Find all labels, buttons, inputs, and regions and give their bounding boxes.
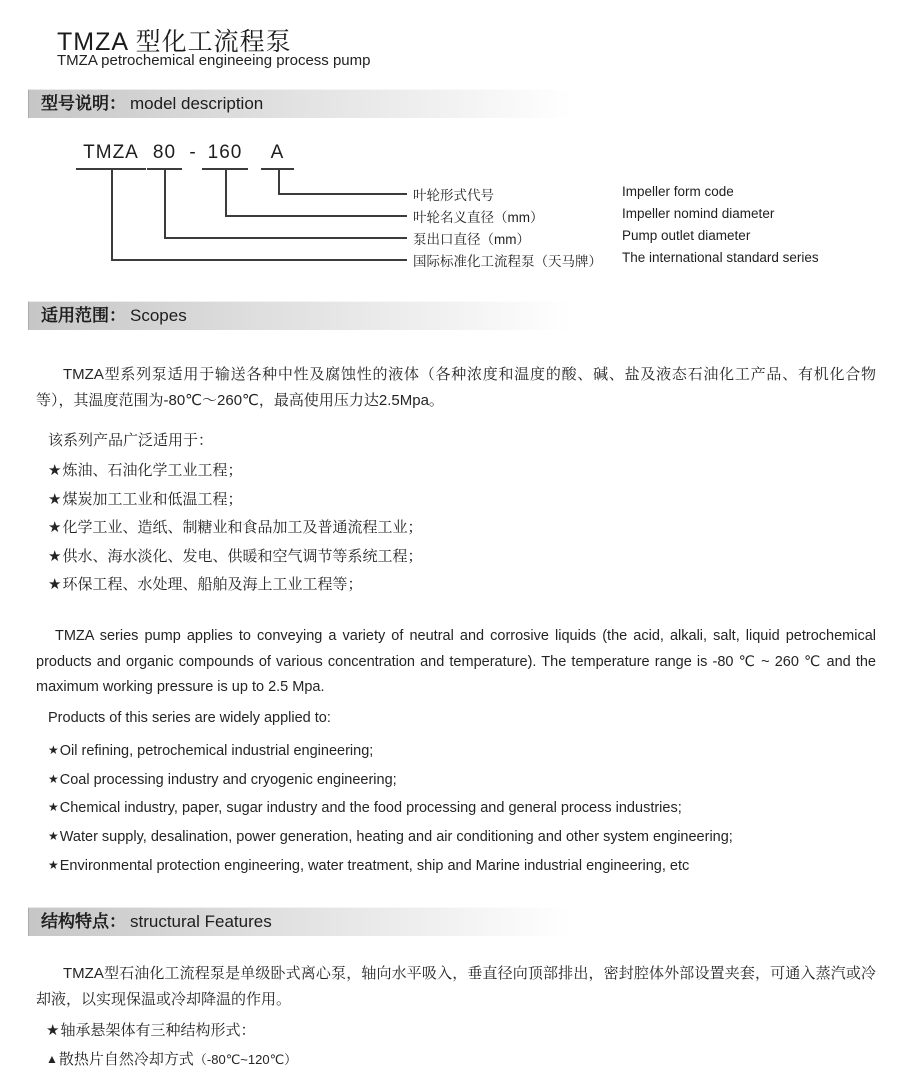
section-header-model-zh: 型号说明： bbox=[41, 94, 126, 113]
star-icon: ★ bbox=[48, 490, 62, 508]
star-icon: ★ bbox=[48, 519, 62, 536]
list-item-text: Oil refining, petrochemical industrial engineering; bbox=[59, 743, 374, 759]
features-bullet-triangle-temp: （-80℃~120℃） bbox=[193, 1052, 298, 1067]
connector-line-series bbox=[111, 168, 407, 261]
page-title-zh: TMZA 型化工流程泵 bbox=[57, 28, 292, 56]
section-header-scopes bbox=[28, 301, 595, 330]
page-title-en: TMZA petrochemical engineeing process pump bbox=[57, 52, 371, 69]
scopes-paragraph-zh: TMZA型系列泵适用于输送各种中性及腐蚀性的液体（各种浓度和温度的酸、碱、盐及液态石油化工产品、有机化合物等），其温度范围为-80℃～260℃，最高使用压力达2.5Mpa。 bbox=[36, 366, 876, 409]
list-item bbox=[48, 858, 733, 887]
scopes-list-intro-en: Products of this series are widely applied to: bbox=[48, 710, 331, 726]
model-code-form: A bbox=[261, 142, 294, 170]
list-item bbox=[48, 743, 733, 772]
list-item bbox=[48, 573, 422, 602]
features-paragraph-zh: TMZA型石油化工流程泵是单级卧式离心泵，轴向水平吸入，垂直径向顶部排出，密封腔体外部设置夹套，可通入蒸汽或冷却液，以实现保温或冷却降温的作用。 bbox=[36, 965, 876, 1008]
star-icon: ★ bbox=[48, 547, 62, 565]
scopes-list-en bbox=[48, 743, 733, 886]
section-header-model bbox=[28, 89, 595, 118]
star-icon: ★ bbox=[48, 743, 59, 757]
star-icon: ★ bbox=[48, 800, 59, 815]
model-code-dash: - bbox=[189, 142, 197, 163]
model-code-outlet: 80 bbox=[147, 142, 182, 170]
section-header-scopes-en: Scopes bbox=[130, 306, 187, 325]
section-header-features-zh: 结构特点： bbox=[41, 912, 126, 931]
diagram-label-zh: 叶轮形式代号 bbox=[413, 188, 494, 203]
list-item-text: 炼油、石油化学工业工程； bbox=[62, 462, 243, 479]
section-header-features-en: structural Features bbox=[130, 912, 272, 931]
list-item-text: 化学工业、造纸、制糖业和食品加工及普通流程工业； bbox=[62, 519, 423, 536]
star-icon: ★ bbox=[46, 1022, 60, 1039]
section-header-scopes-zh: 适用范围： bbox=[41, 306, 126, 325]
list-item bbox=[48, 516, 422, 545]
list-item-text: Chemical industry, paper, sugar industry and the food processing and general process industries; bbox=[59, 800, 682, 817]
scopes-list-intro-zh: 该系列产品广泛适用于： bbox=[48, 432, 214, 449]
features-bullet-triangle-text: 散热片自然冷却方式 bbox=[58, 1051, 194, 1068]
scopes-list-zh bbox=[48, 459, 422, 602]
diagram-label-en: Impeller nomind diameter bbox=[622, 206, 775, 221]
list-item bbox=[48, 829, 733, 858]
star-icon: ★ bbox=[48, 576, 62, 593]
diagram-label-zh: 泵出口直径（mm） bbox=[413, 232, 530, 247]
list-item bbox=[48, 459, 422, 488]
diagram-label-en: Impeller form code bbox=[622, 184, 734, 199]
list-item-text: 煤炭加工工业和低温工程； bbox=[62, 490, 243, 508]
diagram-label-zh: 叶轮名义直径（mm） bbox=[413, 210, 544, 225]
star-icon: ★ bbox=[48, 462, 62, 479]
scopes-paragraph-en: TMZA series pump applies to conveying a variety of neutral and corrosive liquids (the acid, alkali, salt, liquid petrochemical products and organic compounds of various concentration and temperature). The temperature range is -80 ℃ ~ 260 ℃ and the maximum working pressure is up to 2.5 Mpa. bbox=[36, 628, 876, 695]
star-icon: ★ bbox=[48, 771, 59, 786]
list-item-text: 环保工程、水处理、船舶及海上工业工程等； bbox=[62, 576, 363, 593]
list-item bbox=[48, 772, 733, 801]
list-item bbox=[48, 800, 733, 829]
section-header-features bbox=[28, 907, 595, 936]
list-item-text: 供水、海水淡化、发电、供暖和空气调节等系统工程； bbox=[62, 547, 423, 565]
triangle-icon: ▲ bbox=[46, 1052, 58, 1066]
star-icon: ★ bbox=[48, 857, 59, 872]
list-item-text: Environmental protection engineering, water treatment, ship and Marine industrial engineering, etc bbox=[59, 857, 690, 874]
features-bullet-star-text: 轴承悬架体有三种结构形式： bbox=[60, 1022, 256, 1039]
features-bullet-star bbox=[46, 1019, 255, 1040]
model-code-diameter: 160 bbox=[202, 142, 248, 170]
diagram-label-en: The international standard series bbox=[622, 250, 819, 265]
features-bullet-triangle bbox=[46, 1048, 297, 1069]
list-item bbox=[48, 488, 422, 517]
list-item bbox=[48, 545, 422, 574]
list-item-text: Coal processing industry and cryogenic engineering; bbox=[59, 771, 397, 788]
section-header-model-en: model description bbox=[130, 94, 264, 113]
diagram-label-zh: 国际标准化工流程泵（天马牌） bbox=[413, 254, 602, 269]
diagram-label-en: Pump outlet diameter bbox=[622, 228, 751, 243]
model-code-series: TMZA bbox=[76, 142, 146, 170]
list-item-text: Water supply, desalination, power generation, heating and air conditioning and other system engineering; bbox=[59, 829, 733, 846]
star-icon: ★ bbox=[48, 829, 59, 844]
